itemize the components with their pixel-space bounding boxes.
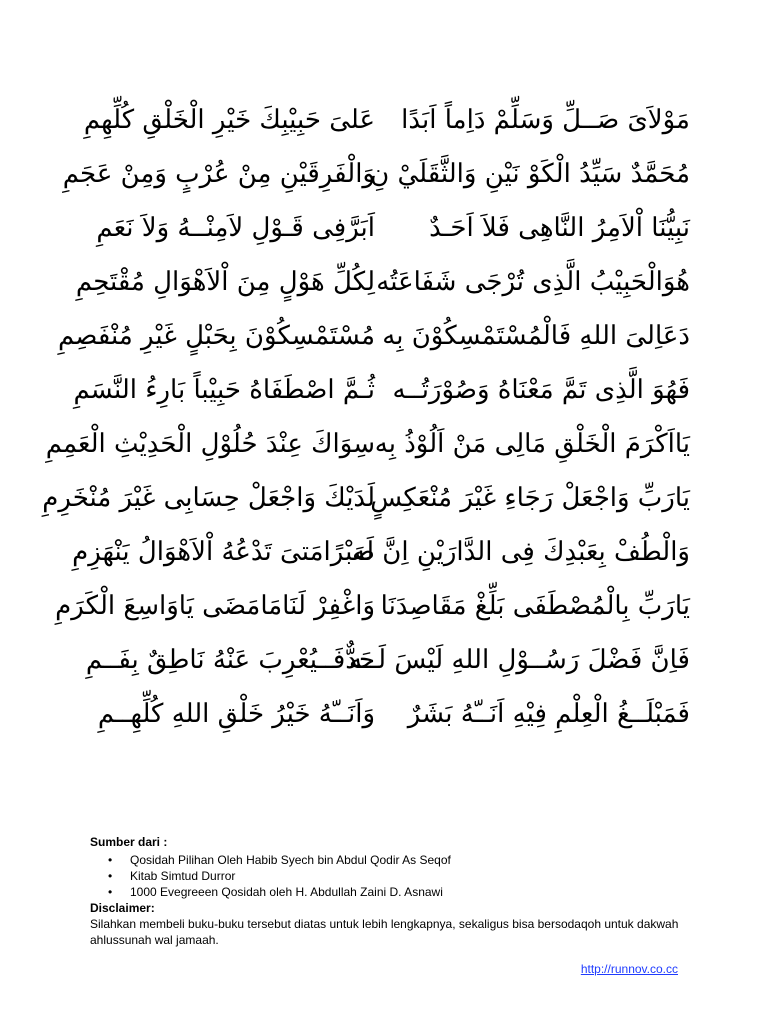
verse-first-hemistich: مُحَمَّدٌ سَيِّدُ الْكَوْ نَيْنِ وَالثَّقَلَيْ نِ xyxy=(370,159,690,189)
verse-second-hemistich: وَاَنَــّهُ خَيْرُ خَلْقِ اللهِ كُلِّهِــمِ xyxy=(97,699,375,729)
verse-row xyxy=(90,208,690,262)
disclaimer-text: Silahkan membeli buku-buku tersebut diatas untuk lebih lengkapnya, sekaligus bisa bersodaqoh untuk dakwah ahlussunah wal jamaah. xyxy=(90,917,679,947)
verse-row xyxy=(42,478,690,532)
verse-row xyxy=(58,316,690,370)
source-item xyxy=(108,884,690,900)
source-item xyxy=(108,852,690,868)
verse-second-hemistich: حَدٌّفَــيُعْرِبَ عَنْهُ نَاطِقٌ بِفَــمِ xyxy=(85,645,375,675)
verse-first-hemistich: هُوَالْحَبِيْبُ الَّذِى تُرْجَى شَفَاعَتُه xyxy=(376,267,690,297)
bullet-icon: • xyxy=(108,853,113,867)
verse-row xyxy=(75,262,690,316)
verse-first-hemistich: فَاِنَّ فَضْلَ رَسُــوْلِ اللهِ لَيْسَ لَــه xyxy=(348,645,690,675)
verse-first-hemistich: يَارَبِّ بِالْمُصْطَفَى بَلِّغْ مَقَاصِدَنَا xyxy=(380,591,690,621)
bullet-icon: • xyxy=(108,885,113,899)
verse-first-hemistich: نَبِيُّنَا اْلاَمِرُ النَّاهِى فَلاَ اَحَـدٌ xyxy=(429,213,690,243)
website-link[interactable]: http://runnov.co.cc xyxy=(580,962,678,976)
source-list xyxy=(90,852,690,900)
source-item xyxy=(108,868,690,884)
verse-row xyxy=(45,424,690,478)
verse-second-hemistich: عَلىَ حَبِيْبِكَ خَيْرِ الْخَلْقِ كُلِّهِمِ xyxy=(83,105,375,135)
verse-first-hemistich: دَعَاِلىَ اللهِ فَالْمُسْتَمْسِكُوْنَ بِه xyxy=(382,321,690,351)
verse-second-hemistich: اَبَرَّفِى قَـوْلِ لاَمِنْــهُ وَلاَ نَعَمِ xyxy=(96,213,375,243)
verse-first-hemistich: يَااَكْرَمَ الْخَلْقِ مَالِى مَنْ اَلُوْذُ بِه xyxy=(374,429,690,459)
verse-row xyxy=(62,154,690,208)
notes-section xyxy=(90,834,690,948)
verse-second-hemistich: مُسْتَمْسِكُوْنَ بِحَبْلٍ غَيْرِ مُنْفَصِمِ xyxy=(58,321,375,351)
verse-row xyxy=(90,694,690,748)
bullet-icon: • xyxy=(108,869,113,883)
verse-row xyxy=(85,640,690,694)
source-text: 1000 Evegreeen Qosidah oleh H. Abdullah Zaini D. Asnawi xyxy=(130,885,443,899)
verse-first-hemistich: وَالْطُفْ بِعَبْدِكَ فِى الدَّارَيْنِ اِنَّ لَه xyxy=(352,537,690,567)
poem-verses xyxy=(42,100,690,748)
verse-first-hemistich: فَمَبْلَــغُ الْعِلْمِ فِيْهِ اَنَــّهُ بَشَرٌ xyxy=(407,699,690,729)
verse-second-hemistich: صَبْرًامَتىَ تَدْعُهُ اْلاَهْوَالُ يَنْهَزِمِ xyxy=(72,537,375,567)
source-text: Qosidah Pilihan Oleh Habib Syech bin Abdul Qodir As Seqof xyxy=(130,853,451,867)
source-text: Kitab Simtud Durror xyxy=(130,869,236,883)
verse-row xyxy=(55,586,690,640)
verse-second-hemistich: سِوَاكَ عِنْدَ حُلُوْلِ الْحَدِيْثِ الْعَمِمِ xyxy=(45,429,375,459)
disclaimer-label: Disclaimer: xyxy=(90,901,155,915)
verse-first-hemistich: يَارَبِّ وَاجْعَلْ رَجَاءِ غَيْرَ مُنْعَكِسٍ xyxy=(370,483,690,513)
verse-first-hemistich: فَهُوَ الَّذِى تَمَّ مَعْنَاهُ وَصُوْرَتُــه xyxy=(392,375,690,405)
verse-second-hemistich: لَدَيْكَ وَاجْعَلْ حِسَابِى غَيْرَ مُنْخَرِمِ xyxy=(42,483,375,513)
verse-row xyxy=(73,370,690,424)
source-label: Sumber dari : xyxy=(90,835,168,849)
verse-first-hemistich: مَوْلاَىَ صَــلِّ وَسَلِّمْ دَاِماً اَبَدًا xyxy=(401,105,690,135)
verse-second-hemistich: وَالْفَرِقَيْنِ مِنْ عُرْبٍ وَمِنْ عَجَمِ xyxy=(62,159,375,189)
verse-second-hemistich: لِكُلِّ هَوْلٍ مِنَ اْلاَهْوَالِ مُقْتَحِمِ xyxy=(75,267,375,297)
website-link-container xyxy=(581,962,678,976)
verse-row xyxy=(83,100,690,154)
verse-second-hemistich: ثُـمَّ اصْطَفَاهُ حَبِيْباً بَارِءُ النَّسَمِ xyxy=(73,375,375,405)
verse-second-hemistich: وَاغْفِرْ لَنَامَامَضَى يَاوَاسِعَ الْكَرَمِ xyxy=(55,591,375,621)
verse-row xyxy=(72,532,690,586)
